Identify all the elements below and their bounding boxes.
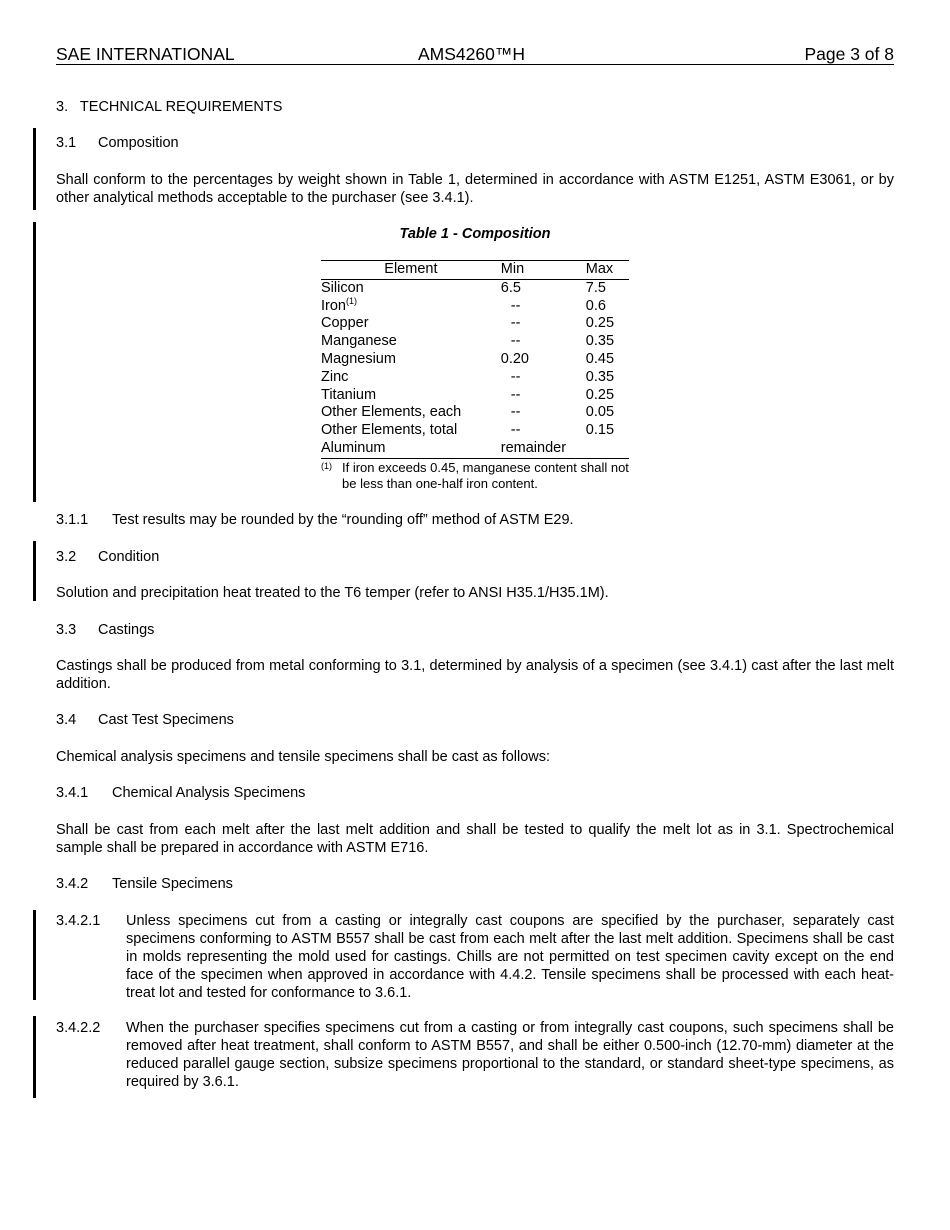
table-cell: 0.35 [585,333,615,350]
table-row [321,298,629,316]
table-row [321,387,629,405]
section-body: Shall be cast from each melt after the last melt addition and shall be tested to qualify the melt lot as in 3.1. Spectrochemical sample shall be prepared in accordance with ASTM E716. [56,822,894,856]
element-name: Iron [321,297,346,314]
section-number: 3.4.1 [56,785,89,801]
section-number: 3.4 [56,712,77,728]
table-cell: Manganese [321,333,397,350]
section-body: Chemical analysis specimens and tensile specimens shall be cast as follows: [56,749,551,765]
section-title: Condition [98,549,160,565]
footnote-text: If iron exceeds 0.45, manganese content shall not be less than one-half iron content. [342,460,629,491]
table-row [321,315,629,333]
table-cell: 6.5 [500,279,521,296]
header-doc-number: AMS4260™H [418,44,525,64]
section-title: Composition [98,135,179,151]
section-number: 3.3 [56,622,77,638]
footnote-mark: (1) [321,461,332,471]
section-body: Unless specimens cut from a casting or integrally cast coupons are specified by the purchaser, separately cast specimens conforming to ASTM B557 shall be cast from each melt after the last melt addition. Specimens shall be cast in molds representing the mold used for castings. Chills are not permitted on test specimen cavity except on the end face of the specimen when approved in accordance with 4.4.2. Tensile specimens shall be processed with each heat-treat lot and tested for conformance to 3.6.1. [126,913,894,1001]
table-cell: Other Elements, total [321,422,458,439]
table-cell: Titanium [321,386,377,403]
table-cell: 7.5 [585,279,606,296]
table-cell: 0.25 [585,386,615,403]
section-number: 3.1 [56,135,77,151]
section-number: 3.1.1 [56,512,89,528]
table-cell: Magnesium [321,350,396,367]
page-header [56,44,894,65]
table-cell: -- [510,333,521,350]
change-bar [33,222,36,502]
section-number: 3.4.2.2 [56,1020,101,1036]
section-title: Chemical Analysis Specimens [112,785,306,801]
header-page-number: Page 3 of 8 [804,44,894,64]
table-cell: -- [510,297,521,314]
table-row [321,333,629,351]
change-bar [33,910,36,1000]
table-cell: 0.20 [500,350,529,367]
section-body: When the purchaser specifies specimens cut from a casting or from integrally cast coupons, such specimens shall be removed after heat treatment, shall conform to ASTM B557, and shall be either 0.500-inch (12.70-mm) diameter at the reduced parallel gauge section, subsize specimens proportional to the standard, or standard sheet-type specimens, as required by 3.6.1. [126,1020,894,1090]
composition-table [321,260,629,459]
table-row [321,351,629,369]
section-number: 3.4.2.1 [56,913,101,929]
table-row [321,369,629,387]
section-number: 3.2 [56,549,77,565]
footnote-reference: (1) [346,295,357,306]
table-cell: -- [510,386,521,403]
change-bar [33,1016,36,1098]
section-title: Cast Test Specimens [98,712,234,728]
section-title: Castings [98,622,155,638]
table-caption: Table 1 - Composition [399,226,551,242]
section-number: 3.4.2 [56,876,89,892]
change-bar [33,541,36,601]
table-cell: 0.6 [585,297,606,314]
table-cell [321,295,501,316]
table-cell: -- [510,368,521,385]
table-cell: -- [510,422,521,439]
table-footnote [321,460,629,492]
table-cell: -- [510,315,521,332]
section-body: Shall conform to the percentages by weight shown in Table 1, determined in accordance with ASTM E1251, ASTM E3061, or by other analytical methods acceptable to the purchaser (see 3.4.1). [56,172,894,206]
section-body: Solution and precipitation heat treated to the T6 temper (refer to ANSI H35.1/H35.1M). [56,585,609,601]
table-row [321,404,629,422]
table-cell: remainder [501,440,629,458]
section-body: Test results may be rounded by the “rounding off” method of ASTM E29. [112,512,574,528]
section-heading: 3. TECHNICAL REQUIREMENTS [56,99,283,115]
column-header: Min [501,261,586,280]
column-header: Max [586,261,629,280]
table-cell: 0.45 [585,350,615,367]
table-row [321,422,629,440]
column-header: Element [321,261,501,280]
table-cell: Silicon [321,279,364,296]
table-cell: -- [510,404,521,421]
table-row [321,279,629,297]
table-row [321,440,629,458]
section-title: Tensile Specimens [112,876,233,892]
table-cell: 0.35 [585,368,615,385]
table-cell: Copper [321,315,369,332]
table-cell: 0.15 [585,422,615,439]
table-cell: Aluminum [321,440,501,458]
table-header-row [321,261,629,280]
table-cell: Zinc [321,368,349,385]
change-bar [33,128,36,210]
table-cell: 0.25 [585,315,615,332]
section-body: Castings shall be produced from metal conforming to 3.1, determined by analysis of a specimen (see 3.4.1) cast after the last melt addition. [56,658,894,692]
table-cell: Other Elements, each [321,404,462,421]
header-org: SAE INTERNATIONAL [56,44,235,64]
table-cell: 0.05 [585,404,615,421]
